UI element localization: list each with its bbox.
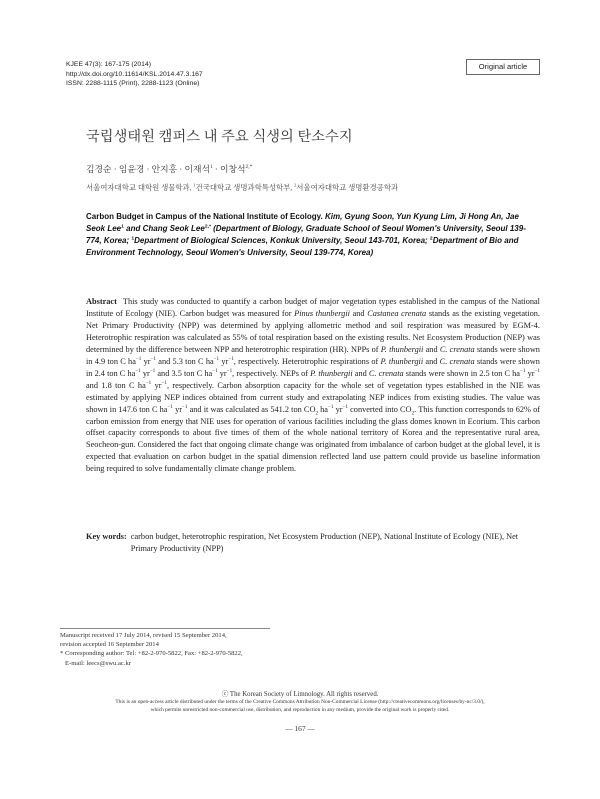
license-line: This is an open-access article distributed under the terms of the Creative Commons Attribution Non-Commercial License (http://creativecommons.org/licenses/by-nc/3.0/), xyxy=(115,699,485,705)
exponent: −1 xyxy=(212,367,218,374)
abstract-text: yr xyxy=(141,356,151,366)
revision-accepted: revision accepted 16 September 2014 xyxy=(60,641,159,649)
english-authors: Kim, Gyung Soon, Yun Kyung Lim, Ji Hong An, Jae Seok Lee xyxy=(86,212,519,233)
affiliation-sup: 2 xyxy=(429,236,433,242)
abstract-text: stands as the existing vegetation. Net Primary Productivity (NPP) was determined by applying allometric method and soil respiration was measured by EGM-4. Heterotrophic respiration was calculated as 55% of total respiration based on the existing results. Net Ecosystem Production (NEP) was determined by the difference between NPP and heterotrophic respiration (HR). NPPs of xyxy=(86,308,541,354)
footnotes xyxy=(60,631,243,668)
species-name: P. thunbergii xyxy=(380,356,424,366)
exponent: −1 xyxy=(167,403,173,410)
exponent: −1 xyxy=(342,403,348,410)
abstract-text: , respectively. Carbon absorption capacity for the whole set of vegetation types established in the NIE was estimated by applying NEP indices obtained from current study and extrapolating NEP indices from existing studies. The value was shown in 147.6 ton C ha xyxy=(86,380,540,414)
exponent: −1 xyxy=(520,367,526,374)
exponent: −1 xyxy=(135,356,142,362)
abstract-text: stands were shown in 2.4 ton C ha xyxy=(86,356,540,378)
keywords xyxy=(86,531,540,555)
abstract-text: and xyxy=(423,344,440,354)
author-sup: 1 xyxy=(121,224,124,230)
exponent: −1 xyxy=(161,379,167,386)
english-title: Carbon Budget in Campus of the National Institute of Ecology. xyxy=(86,212,323,221)
species-name: P. thunbergii xyxy=(380,344,424,354)
affiliation-text: 서울여자대학교 대학원 생물학과, xyxy=(86,183,194,192)
abstract-text: This study was conducted to quantify a carbon budget of major vegetation types established in the campus of the National Institute of Ecology (NIE). Carbon budget was measured for xyxy=(86,297,540,318)
abstract-text: stands were shown in 2.5 ton C ha xyxy=(403,368,520,378)
keywords-label: Key words: xyxy=(86,532,127,541)
exponent: −1 xyxy=(226,367,233,374)
english-affiliation: (Department of Biology, Graduate School of Seoul Women's University, Seoul 139-774, Korea; xyxy=(86,223,526,245)
license-notice xyxy=(40,699,560,715)
abstract-text: and 3.5 ton C ha xyxy=(155,368,213,378)
abstract-text: and xyxy=(352,368,369,378)
abstract-text: , respectively. Heterotrophic respirations of xyxy=(233,356,381,366)
korean-title: 국립생태원 캠퍼스 내 주요 식생의 탄소수지 xyxy=(86,129,353,145)
abstract-text: . This function corresponds to 62% of carbon emission from energy that NIE uses for operation of various facilities including the glass domes known in Ecorium. This carbon offset capacity corresponds to about five times of them of the whole national territory of Korea and the representative rural area, Seocheon-gun. Considered the fact that ongoing climate change was originated from imbalance of carbon budget at the global level, it is expected that evaluation on carbon budget in the spatial dimension reflected land use pattern could provide us baseline information being required to solve fundamentally climate change problem. xyxy=(86,404,540,474)
abstract-text: , respectively. NEPs of xyxy=(232,368,311,378)
author-sup: 2,* xyxy=(204,224,211,230)
journal-meta xyxy=(66,60,203,89)
author-sup: 2,* xyxy=(245,164,253,171)
species-name: C. crenata xyxy=(439,356,475,366)
abstract-text: yr xyxy=(151,380,162,390)
exponent: −1 xyxy=(135,367,141,374)
abstract-text: converted into CO xyxy=(347,404,412,414)
species-name: Pinus thunbergii xyxy=(294,308,350,318)
abstract-text: and 5.3 ton C ha xyxy=(155,356,214,366)
author-sup: 1 xyxy=(209,164,213,171)
affiliation-sup: 1 xyxy=(131,236,135,242)
species-name: Castanea crenata xyxy=(367,308,427,318)
subscript: 2 xyxy=(411,410,415,417)
abstract-text: yr xyxy=(140,368,150,378)
exponent: −1 xyxy=(149,367,156,374)
doi-link[interactable]: http://dx.doi.org/10.11614/KSL.2014.47.3.167 xyxy=(66,70,203,78)
affiliation-text: 건국대학교 생명과학특성학부, xyxy=(195,183,294,192)
affiliation-text: 서울여자대학교 생명환경공학과 xyxy=(296,183,399,192)
abstract-text: yr xyxy=(217,368,227,378)
korean-authors-main: 김경순 · 임윤경 · 안지홍 · 이재석 xyxy=(86,164,210,174)
manuscript-received: Manuscript received 17 July 2014, revised 15 September 2014, xyxy=(60,632,227,639)
abstract-text: yr xyxy=(172,404,182,414)
page-number: — 167 — xyxy=(285,724,315,733)
english-authors: and Chang Seok Lee xyxy=(123,223,205,233)
exponent: −1 xyxy=(328,403,334,410)
abstract-text: and xyxy=(349,308,368,318)
english-affiliation: Department of Bio and Environment Technology, Seoul Women's University, Seoul 139-774, Korea) xyxy=(86,235,519,257)
english-title-block xyxy=(86,211,540,259)
abstract-text: and 1.8 ton C ha xyxy=(86,380,146,390)
subscript: 2 xyxy=(315,410,319,417)
corresponding-author: * Corresponding author: Tel: +82-2-970-5822, Fax: +82-2-970-5822, xyxy=(60,650,243,658)
abstract-text: and xyxy=(423,356,440,366)
abstract-text: yr xyxy=(219,356,229,366)
korean-authors xyxy=(86,162,252,175)
english-affiliation: Department of Biological Sciences, Konkuk University, Seoul 143-701, Korea; xyxy=(134,235,430,245)
exponent: −1 xyxy=(534,367,540,374)
article-type-badge: Original article xyxy=(466,59,540,75)
species-name: P. thunbergii xyxy=(310,368,353,378)
copyright-notice: ⓒ The Korean Society of Limnology. All rights reserved. xyxy=(221,691,379,698)
exponent: −1 xyxy=(213,356,220,362)
abstract-text: ha xyxy=(318,404,328,414)
exponent: −1 xyxy=(150,356,156,362)
keywords-text: carbon budget, heterotrophic respiration, Net Ecosystem Production (NEP), National Institute of Ecology (NIE), Net Primary Productivity (NPP) xyxy=(130,532,519,553)
corresponding-email[interactable]: E-mail: leecs@swu.ac.kr xyxy=(65,659,131,667)
license-line: which permits unrestricted non-commercial use, distribution, and reproduction in any medium, provide the original work is properly cited. xyxy=(150,706,450,713)
exponent: −1 xyxy=(228,356,234,362)
abstract-text: yr xyxy=(333,404,343,414)
species-name: C. crenata xyxy=(368,368,404,378)
footnote-divider xyxy=(60,628,270,629)
korean-affiliations xyxy=(86,182,398,193)
korean-author-last: · 이창석 xyxy=(212,164,246,174)
affiliation-sup: 2 xyxy=(294,182,297,188)
exponent: −1 xyxy=(182,403,188,410)
abstract-text: yr xyxy=(525,368,535,378)
abstract-label: Abstract xyxy=(86,297,117,306)
exponent: −1 xyxy=(145,379,152,386)
issn: ISSN: 2288-1115 (Print), 2288-1123 (Online) xyxy=(66,80,200,88)
abstract-text: stands were shown in 4.9 ton C ha xyxy=(86,344,540,366)
abstract xyxy=(86,296,540,475)
abstract-text: and it was calculated as 541.2 ton CO xyxy=(187,404,316,414)
journal-citation: KJEE 47(3): 167-175 (2014) xyxy=(66,61,152,68)
affiliation-sup: 1 xyxy=(193,182,196,188)
species-name: C. crenata xyxy=(439,344,475,354)
